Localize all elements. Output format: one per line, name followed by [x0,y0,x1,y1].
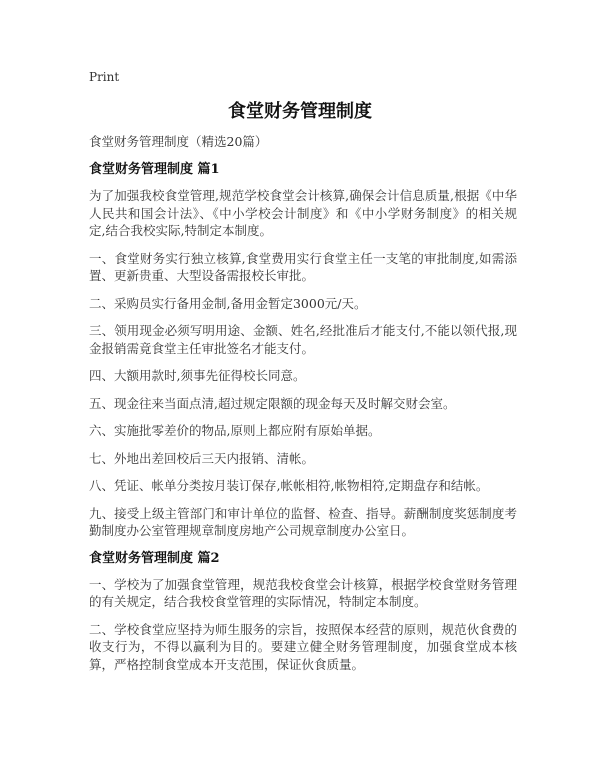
page-title: 食堂财务管理制度 [228,101,372,122]
paragraph: 八、凭证、帐单分类按月装订保存,帐帐相符,帐物相符,定期盘存和结帐。 [89,478,489,493]
paragraph: 六、实施批零差价的物品,原则上都应附有原始单据。 [89,423,381,438]
paragraph: 九、接受上级主管部门和审计单位的监督、检查、指导。薪酬制度奖惩制度考勤制度办公室管理规章制度房地产公司规章制度办公室日。 [89,505,517,538]
paragraph: 五、现金往来当面点清,超过规定限额的现金每天及时解交财会室。 [89,395,456,411]
print-link[interactable]: Print [89,70,120,84]
paragraph: 三、领用现金必须写明用途、金额、姓名,经批准后才能支付,不能以领代报,现金报销需竟食堂主任审批签名才能支付。 [89,323,517,356]
document-body [89,133,517,683]
paragraph: 四、大额用款时,须事先征得校长同意。 [89,368,306,383]
paragraph: 为了加强我校食堂管理,规范学校食堂会计核算,确保会计信息质量,根据《中华人民共和国会计法》、《中小学校会计制度》和《中小学财务制度》的相关规定,结合我校实际,特制定本制度。 [89,188,517,238]
section-heading: 食堂财务管理制度 篇1 [89,162,220,177]
paragraph: 一、学校为了加强食堂管理，规范我校食堂会计核算，根据学校食堂财务管理的有关规定，结合我校食堂管理的实际情况，特制定本制度。 [89,576,517,609]
paragraph: 七、外地出差回校后三天内报销、清帐。 [89,450,315,466]
paragraph: 二、学校食堂应坚持为师生服务的宗旨，按照保本经营的原则，规范伙食费的收支行为，不得以赢利为目的。要建立健全财务管理制度，加强食堂成本核算，严格控制食堂成本开支范围，保证伙食质量。 [89,621,517,672]
paragraph: 一、食堂财务实行独立核算,食堂费用实行食堂主任一支笔的审批制度,如需添置、更新贵重、大型设备需报校长审批。 [89,250,517,283]
document-subtitle: 食堂财务管理制度（精选20篇） [89,134,268,149]
section-heading: 食堂财务管理制度 篇2 [89,550,220,566]
paragraph: 二、采购员实行备用金制,备用金暂定3000元/天。 [89,295,367,311]
section-1 [89,161,517,540]
section-2 [89,550,517,674]
